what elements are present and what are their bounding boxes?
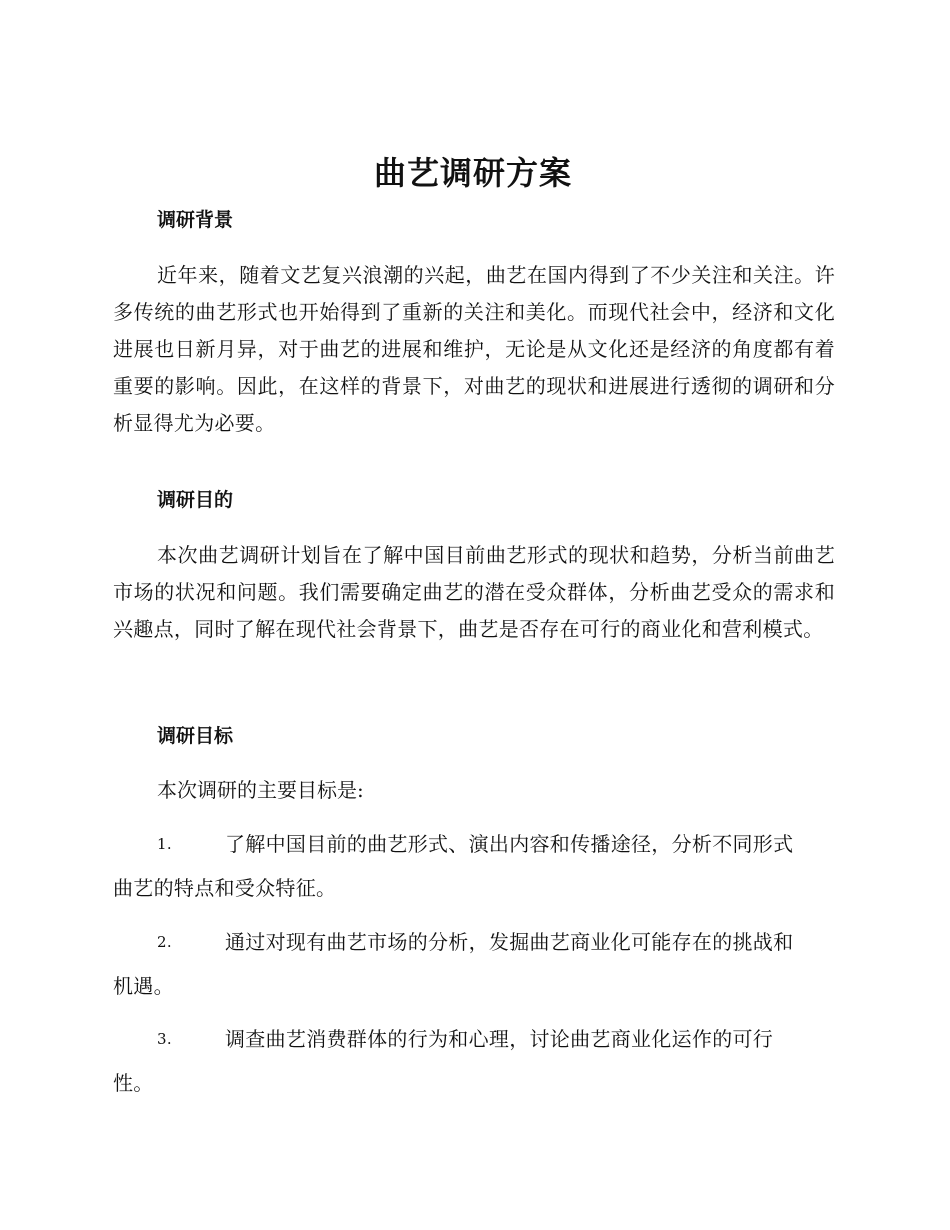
list-item-number: 3. xyxy=(157,1030,172,1048)
list-item xyxy=(113,822,835,910)
list-item-text-line2: 性。 xyxy=(113,1071,154,1095)
section-paragraph-background: 近年来，随着文艺复兴浪潮的兴起，曲艺在国内得到了不少关注和关注。许多传统的曲艺形式也开始得到了重新的关注和美化。而现代社会中，经济和文化进展也日新月异，对于曲艺的进展和维护，无论是从文化还是经济的角度都有着重要的影响。因此，在这样的背景下，对曲艺的现状和进展进行透彻的调研和分析显得尤为必要。 xyxy=(113,263,835,435)
list-item xyxy=(113,1017,835,1105)
document-title: 曲艺调研方案 xyxy=(373,154,572,192)
document-page xyxy=(113,0,833,1230)
section-heading-purpose: 调研目的 xyxy=(157,489,234,511)
section-heading-background: 调研背景 xyxy=(157,209,234,231)
list-item-number: 2. xyxy=(157,933,172,951)
list-item-number: 1. xyxy=(157,835,172,853)
list-item-text-line1: 调查曲艺消费群体的行为和心理，讨论曲艺商业化运作的可行 xyxy=(225,1027,774,1051)
goals-intro: 本次调研的主要目标是: xyxy=(157,778,364,802)
list-item-text-line1: 了解中国目前的曲艺形式、演出内容和传播途径，分析不同形式 xyxy=(225,832,794,856)
section-heading-goals: 调研目标 xyxy=(157,725,234,747)
list-item-text-line2: 机遇。 xyxy=(113,974,174,998)
list-item-text-line2: 曲艺的特点和受众特征。 xyxy=(113,876,337,900)
list-item-text-line1: 通过对现有曲艺市场的分析，发掘曲艺商业化可能存在的挑战和 xyxy=(225,930,794,954)
list-item xyxy=(113,920,835,1008)
section-paragraph-purpose: 本次曲艺调研计划旨在了解中国目前曲艺形式的现状和趋势，分析当前曲艺市场的状况和问题。我们需要确定曲艺的潜在受众群体，分析曲艺受众的需求和兴趣点，同时了解在现代社会背景下，曲艺是否存在可行的商业化和营利模式。 xyxy=(113,543,835,641)
